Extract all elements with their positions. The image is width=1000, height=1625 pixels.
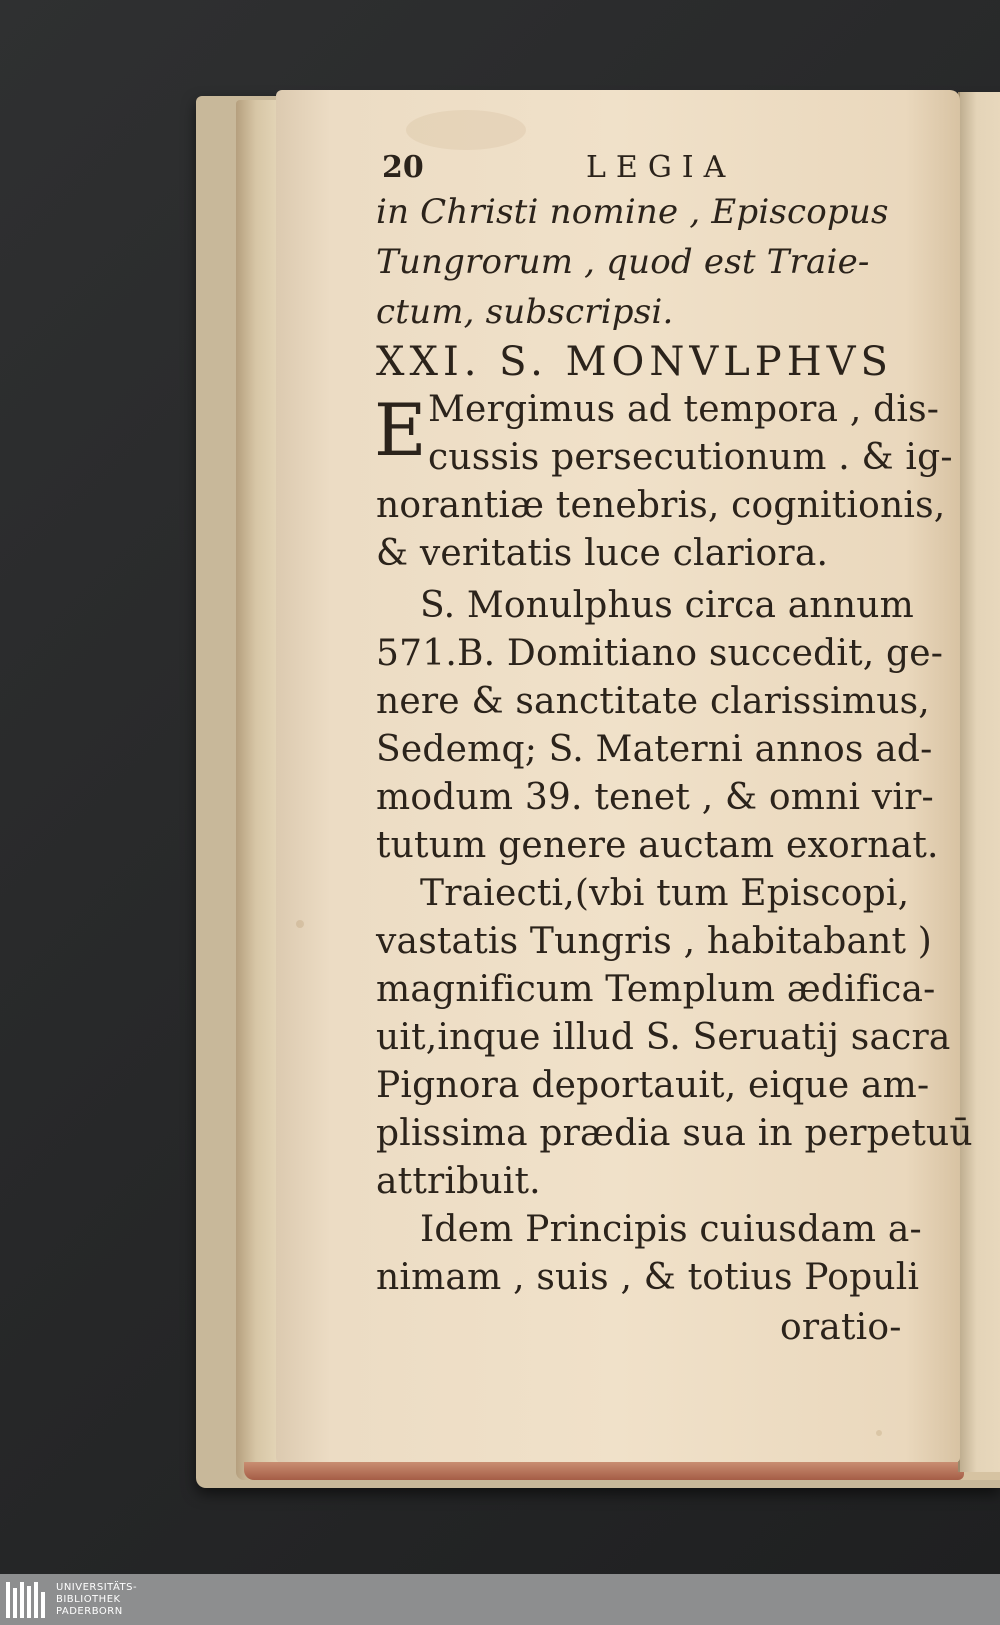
footer-bar <box>0 1574 1000 1625</box>
italic-line-2: Tungrorum , quod est Traie- <box>376 242 870 282</box>
body-line-17: attribuit. <box>376 1161 541 1202</box>
body-line-14: uit,inque illud S. Seruatij sacra <box>376 1017 951 1058</box>
logo-text-line-3: PADERBORN <box>56 1606 123 1617</box>
body-line-19: nimam , suis , & totius Populi <box>376 1257 920 1298</box>
body-line-9: modum 39. tenet , & omni vir- <box>376 777 934 818</box>
body-line-15: Pignora deportauit, eique am- <box>376 1065 930 1106</box>
body-line-16: plissima prædia sua in perpetuū <box>376 1113 973 1154</box>
body-line-1: Mergimus ad tempora , dis- <box>428 389 940 430</box>
logo-text-line-1: UNIVERSITÄTS- <box>56 1582 138 1593</box>
body-line-12: vastatis Tungris , habitabant ) <box>376 921 933 962</box>
body-line-18: Idem Principis cuiusdam a- <box>420 1209 922 1250</box>
body-line-11: Traiecti,(vbi tum Episcopi, <box>420 873 910 914</box>
body-line-10: tutum genere auctam exornat. <box>376 825 939 866</box>
body-line-4: & veritatis luce clariora. <box>376 533 829 574</box>
running-head: LEGIA <box>586 150 736 185</box>
body-line-7: nere & sanctitate clarissimus, <box>376 681 930 722</box>
chapter-heading: XXI. S. MONVLPHVS <box>376 339 893 385</box>
body-line-13: magnificum Templum ædifica- <box>376 969 936 1010</box>
page-number: 20 <box>382 150 424 185</box>
logo-text-line-2: BIBLIOTHEK <box>56 1594 121 1605</box>
body-line-8: Sedemq; S. Materni annos ad- <box>376 729 933 770</box>
body-line-6: 571.B. Domitiano succedit, ge- <box>376 633 944 674</box>
library-logo-icon <box>6 1582 46 1618</box>
facing-page-edge <box>958 92 1000 1472</box>
body-line-5: S. Monulphus circa annum <box>420 585 914 626</box>
catchword: oratio- <box>780 1307 902 1348</box>
italic-line-3: ctum, subscripsi. <box>376 292 674 332</box>
body-line-3: norantiæ tenebris, cognitionis, <box>376 485 946 526</box>
italic-line-1: in Christi nomine , Episcopus <box>376 192 889 232</box>
body-line-2: cussis persecutionum . & ig- <box>428 437 953 478</box>
drop-cap: E <box>374 388 427 472</box>
red-edge <box>244 1462 964 1480</box>
